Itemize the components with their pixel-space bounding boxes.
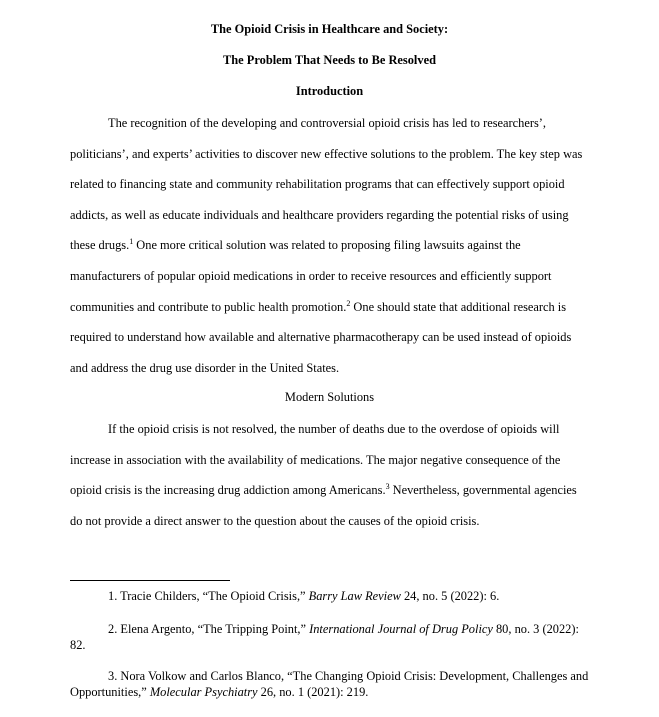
modern-text-part2: Nevertheless, governmental agencies do not provide a direct answer to the question about the causes of the opioid crisis.	[70, 483, 577, 528]
intro-paragraph	[70, 108, 592, 383]
footnote-2	[70, 621, 592, 653]
footnote-1	[70, 588, 592, 604]
intro-text-part2: One more critical solution was related to proposing filing lawsuits against the manufacturers of popular opioid medications in order to receive resources and efficiently support communities and contribute to public health promotion.	[70, 238, 552, 314]
footnote-2-source: International Journal of Drug Policy	[309, 622, 493, 636]
footnote-1-source: Barry Law Review	[308, 589, 401, 603]
footnote-divider	[70, 580, 230, 581]
modern-solutions-heading: Modern Solutions	[284, 390, 375, 404]
footnote-2-suffix: 80, no. 3 (2022): 82.	[70, 622, 579, 652]
footnote-3-prefix: 3. Nora Volkow and Carlos Blanco, “The Changing Opioid Crisis: Development, Challenges and Opportunities,”	[70, 669, 589, 699]
introduction-heading: Introduction	[295, 84, 364, 98]
intro-text-part1: The recognition of the developing and controversial opioid crisis has led to researchers’, politicians’, and experts’ activities to discover new effective solutions to the problem. The key step was related to financing state and community rehabilitation programs that can effectively support opioid addicts, as well as educate individuals and healthcare providers regarding the potential risks of using these drugs.	[70, 116, 583, 253]
modern-paragraph	[70, 414, 592, 536]
footnote-3-suffix: 26, no. 1 (2021): 219.	[257, 685, 369, 699]
footnote-ref-2: 2	[346, 298, 351, 308]
footnote-3	[70, 668, 592, 700]
modern-text-part1: If the opioid crisis is not resolved, the number of deaths due to the overdose of opioids will increase in association with the availability of medications. The major negative consequence of the opioid crisis is the increasing drug addiction among Americans.	[70, 422, 561, 498]
footnote-ref-1: 1	[129, 237, 134, 247]
intro-text-part3: One should state that additional research is required to understand how available and alternative pharmacotherapy can be used instead of opioids and address the drug use disorder in the United States.	[70, 299, 572, 375]
document-title-line2: The Problem That Needs to Be Resolved	[223, 53, 436, 67]
footnote-1-suffix: 24, no. 5 (2022): 6.	[400, 589, 500, 603]
footnote-1-prefix: 1. Tracie Childers, “The Opioid Crisis,”	[108, 589, 309, 603]
footnote-3-source: Molecular Psychiatry	[149, 685, 258, 699]
document-title-line1: The Opioid Crisis in Healthcare and Society:	[210, 22, 449, 36]
footnote-ref-3: 3	[385, 482, 390, 492]
footnote-2-prefix: 2. Elena Argento, “The Tripping Point,”	[108, 622, 310, 636]
